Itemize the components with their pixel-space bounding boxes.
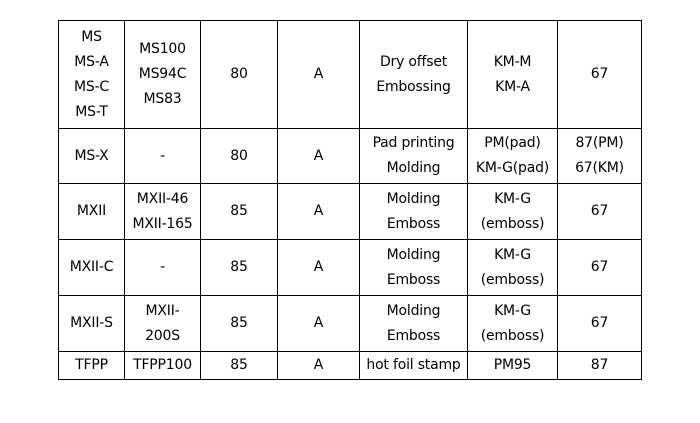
cell-text: (emboss)	[480, 327, 545, 344]
cell-text: 85	[230, 259, 248, 275]
cell-text: Dry offset	[379, 53, 448, 70]
cell-text: KM-M	[493, 53, 532, 70]
cell-text: MS100	[139, 41, 186, 57]
cell-text: Molding	[386, 160, 441, 176]
table-row	[59, 352, 642, 380]
cell-process	[360, 184, 468, 240]
cell-text: MS-C	[74, 78, 109, 95]
cell-text: 67	[590, 203, 609, 219]
cell-text: (emboss)	[480, 271, 545, 288]
cell-value	[201, 296, 278, 352]
cell-text: 85	[230, 203, 248, 219]
cell-grade	[278, 129, 360, 184]
spec-table	[58, 20, 642, 380]
cell-text: A	[313, 147, 324, 164]
table-row	[59, 184, 642, 240]
cell-text: 67	[590, 66, 609, 82]
cell-grade	[278, 296, 360, 352]
cell-grade	[278, 352, 360, 380]
cell-text: Molding	[386, 246, 441, 263]
cell-text: KM-G	[494, 190, 531, 207]
cell-number	[558, 240, 642, 296]
cell-material	[468, 129, 558, 184]
table-row	[59, 129, 642, 184]
cell-model	[59, 21, 125, 129]
cell-text: MS-A	[74, 53, 109, 70]
cell-text: PM95	[493, 357, 532, 373]
cell-text: 67	[590, 259, 609, 275]
cell-text: 80	[230, 66, 248, 82]
cell-text: TFPP100	[133, 357, 192, 373]
cell-variant	[125, 129, 201, 184]
cell-number	[558, 129, 642, 184]
cell-text: hot foil stamp	[366, 357, 461, 373]
cell-variant	[125, 21, 201, 129]
cell-text: PM(pad)	[484, 135, 541, 151]
cell-text: A	[313, 203, 324, 219]
cell-text: 67	[590, 315, 609, 331]
cell-model	[59, 296, 125, 352]
cell-text: 85	[230, 315, 248, 331]
cell-text: A	[313, 315, 324, 331]
cell-text: Molding	[386, 302, 441, 319]
cell-text: 85	[230, 357, 248, 373]
cell-value	[201, 129, 278, 184]
cell-text: 67(KM)	[575, 160, 624, 176]
cell-text: Emboss	[386, 271, 441, 288]
cell-text: A	[313, 259, 324, 275]
cell-value	[201, 240, 278, 296]
cell-text: MXII-46	[136, 190, 189, 207]
table-row	[59, 296, 642, 352]
cell-model	[59, 240, 125, 296]
cell-process	[360, 21, 468, 129]
cell-process	[360, 240, 468, 296]
cell-model	[59, 129, 125, 184]
cell-process	[360, 352, 468, 380]
cell-number	[558, 184, 642, 240]
cell-text: KM-G	[494, 302, 531, 319]
cell-variant	[125, 184, 201, 240]
cell-text: 87	[590, 357, 609, 373]
cell-material	[468, 184, 558, 240]
cell-model	[59, 184, 125, 240]
cell-number	[558, 21, 642, 129]
cell-grade	[278, 21, 360, 129]
cell-text: MS	[81, 28, 102, 45]
cell-text: A	[313, 357, 324, 373]
cell-value	[201, 21, 278, 129]
cell-material	[468, 21, 558, 129]
cell-text: Molding	[386, 190, 441, 207]
cell-text: (emboss)	[480, 215, 545, 232]
cell-text: MXII-	[145, 302, 180, 319]
cell-text: KM-G(pad)	[475, 160, 550, 176]
cell-variant	[125, 296, 201, 352]
cell-text: 200S	[145, 327, 180, 344]
cell-variant	[125, 240, 201, 296]
cell-text: Emboss	[386, 215, 441, 232]
cell-text: MS-T	[75, 103, 108, 120]
table-row	[59, 21, 642, 129]
cell-process	[360, 296, 468, 352]
cell-value	[201, 352, 278, 380]
cell-text: MXII-C	[69, 259, 114, 275]
cell-grade	[278, 184, 360, 240]
cell-material	[468, 296, 558, 352]
cell-material	[468, 240, 558, 296]
cell-variant	[125, 352, 201, 380]
cell-text: KM-G	[494, 246, 531, 263]
cell-text: 80	[230, 147, 248, 164]
table-row	[59, 240, 642, 296]
cell-text: A	[313, 66, 324, 82]
cell-value	[201, 184, 278, 240]
cell-model	[59, 352, 125, 380]
cell-process	[360, 129, 468, 184]
cell-text: -	[160, 259, 165, 275]
cell-text: KM-A	[495, 78, 530, 95]
cell-text: MXII-S	[70, 315, 113, 331]
cell-grade	[278, 240, 360, 296]
cell-text: Pad printing	[372, 135, 455, 151]
cell-text: TFPP	[75, 357, 108, 373]
cell-text: MS94C	[138, 66, 187, 82]
cell-text: Embossing	[376, 78, 451, 95]
cell-text: 87(PM)	[575, 135, 624, 151]
cell-material	[468, 352, 558, 380]
cell-number	[558, 352, 642, 380]
cell-number	[558, 296, 642, 352]
cell-text: MS-X	[74, 147, 109, 164]
cell-text: MS83	[143, 91, 182, 107]
cell-text: -	[160, 147, 165, 164]
cell-text: MXII	[76, 203, 107, 219]
cell-text: MXII-165	[132, 215, 193, 232]
cell-text: Emboss	[386, 327, 441, 344]
